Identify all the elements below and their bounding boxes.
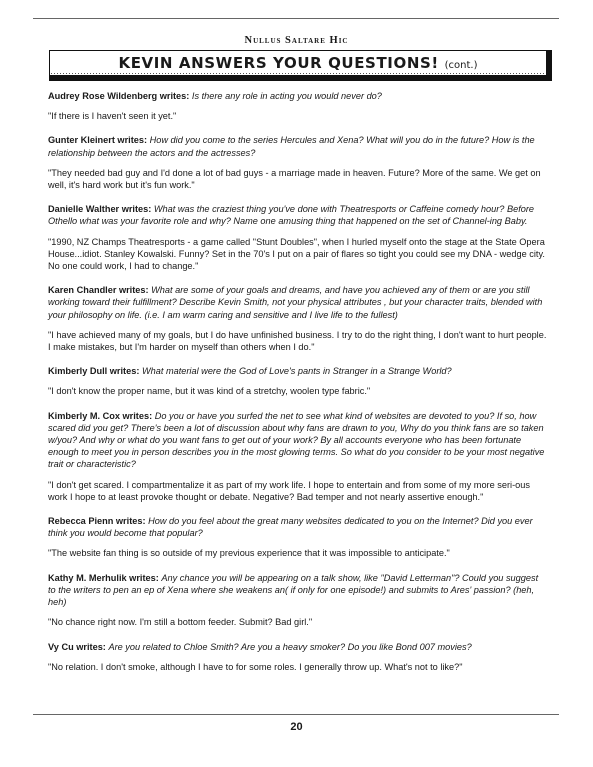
qa-question [48,203,548,227]
page-title-suffix: (cont.) [444,60,478,71]
asker-name: Gunter Kleinert writes: [48,135,148,146]
asker-name: Vy Cu writes: [48,641,106,652]
asker-name: Kathy M. Merhulik writes: [48,572,159,583]
question-text: What was the craziest thing you've done with Theatresports or Caffeine comedy hour? Before Othello what was your favorite role and why? Name one amusing thing that happened on the set of Channel-ing Baby. [48,204,535,227]
question-text: Are you related to Chloe Smith? Are you a heavy smoker? Do you like Bond 007 movies? [108,641,472,652]
qa-answer: "No relation. I don't smoke, although I have to for some roles. I generally throw up. What's not to like?" [48,661,463,672]
asker-name: Kimberly M. Cox writes: [48,410,153,421]
asker-name: Danielle Walther writes: [48,204,152,215]
qa-question [48,641,548,653]
qa-answer: "The website fan thing is so outside of my previous experience that it was impossible to anticipate." [48,548,450,559]
bottom-rule [33,714,559,715]
qa-question [48,515,548,539]
qa-answer: "1990, NZ Champs Theatresports - a game called "Stunt Doubles", when I hurled myself onto the stage at the State Opera House...idiot. Stanley Kowalski. Funny? Set in the 70's I put on a pair of flares so tight you could see my DNA - wedge city. No one could work, I had to change." [48,236,545,272]
qa-answer: "No chance right now. I'm still a bottom feeder. Submit? Bad girl." [48,617,313,628]
asker-name: Kimberly Dull writes: [48,366,140,377]
banner-texture [50,72,546,75]
page-number: 20 [290,721,303,733]
asker-name: Audrey Rose Wildenberg writes: [48,91,190,101]
qa-question [48,365,548,377]
top-rule [33,18,559,19]
qa-answer: "I have achieved many of my goals, but I do have unfinished business. I try to do the right thing, I don't want to hurt people. I make mistakes, but I'm harder on myself than others when I do." [48,329,547,353]
question-text: Do you or have you surfed the net to see what kind of websites are devoted to you? If so, how scared did you get? There's been a lot of discussion about why fans are drawn to you, Why do you think fans are so taken w/you? And why or what do you want fans to get out of your work? By all accounts everyone who has been fortunate enough to meet you in person describes you in the most glowing terms. So what do you consider to be your most negative trait or characteristic? [48,410,545,470]
qa-question [48,410,548,471]
qa-answer: "They needed bad guy and I'd done a lot of bad guys - a marriage made in heaven. Future? More of the same. We get on well, it's hard work but it's fun work." [48,167,541,191]
asker-name: Rebecca Pienn writes: [48,516,146,527]
asker-name: Karen Chandler writes: [48,285,149,296]
question-text: Is there any role in acting you would never do? [191,91,382,101]
qa-question [48,572,548,609]
qa-answer: "If there is I haven't seen it yet." [48,111,177,122]
question-text: How do you feel about the great many websites dedicated to you on the Internet? Did you ever think you would become that popular? [48,516,533,539]
page-title-text: KEVIN ANSWERS YOUR QUESTIONS! [118,54,439,72]
question-text: Any chance you will be appearing on a talk show, like "David Letterman"? Could you suggest to the writers to pen an ep of Xena where she weakens an( if only for one episode!) and submits to Ares' passion? (heh, heh) [48,572,539,608]
qa-question [48,90,548,102]
qa-answer: "I don't know the proper name, but it was kind of a stretchy, woolen type fabric." [48,386,371,397]
qa-question [48,284,548,321]
qa-question [48,134,548,158]
question-text: How did you come to the series Hercules and Xena? What will you do in the future? How is the relationship between the actors and the actresses? [48,135,535,158]
question-text: What material were the God of Love's pants in Stranger in a Strange World? [141,366,452,377]
page-title [50,54,546,72]
newsletter-title: Nullus Saltare Hic [244,35,349,46]
title-banner [49,50,552,81]
qa-list [48,90,548,685]
question-text: What are some of your goals and dreams, and have you achieved any of them or are you still working toward their fulfillment? Describe Kevin Smith, not your physical attributes , but your character traits, blended with your philosophy on life. (i.e. I am warm caring and sensitive and I live life to the fullest) [48,285,543,320]
qa-answer: "I don't get scared. I compartmentalize it as part of my work life. I hope to entertain and from some of my more seri-ous work I hope to at least provoke thought or debate. Negative? Bad temper and not nearly assertive enough." [48,479,530,502]
